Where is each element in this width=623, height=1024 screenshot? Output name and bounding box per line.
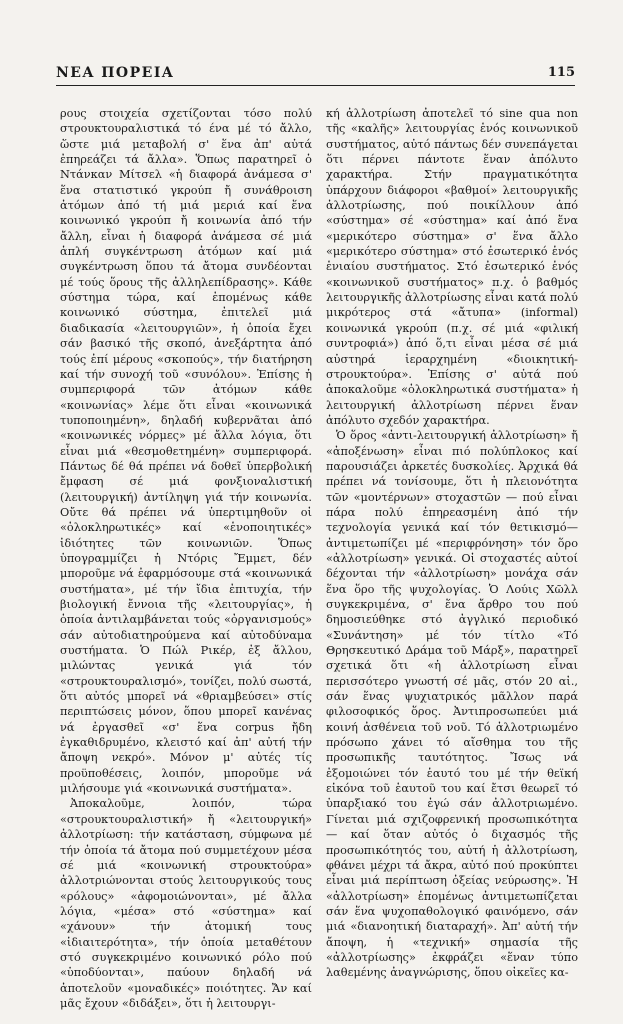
left-column: [60, 106, 312, 1011]
running-header: [56, 63, 575, 86]
journal-title: ΝΕΑ ΠΟΡΕΙΑ: [56, 65, 175, 81]
page-number: 115: [547, 65, 575, 80]
right-paragraph-2: Ὁ ὅρος «ἀντι-λειτουργική ἀλλοτρίωση» ἤ «ἀποξένωση» εἶναι πιό πολύπλοκος καί παρουσιάζει ἀρκετές δυσκολίες. Ἀρχικά θά πρέπει νά τονίσουμε, ὅτι ἡ πλειονότητα τῶν «μοντέρνων» στοχαστῶν — πού εἶναι πάρα πολύ ἐπηρεασμένη ἀπό τήν τεχνολογία γενικά καί τόν θετικισμό—ἀντιμετωπίζει μέ «περιφρόνηση» τόν ὅρο «ἀλλοτρίωση» γενικά. Οἱ στοχαστές αὐτοί δέχονται τήν «ἀλλοτρίωση» μονάχα σάν ἕνα ὅρο τῆς ψυχολογίας. Ὁ Λούις Χῶλλ συγκεκριμένα, σ' ἕνα ἄρθρο του πού δημοσιεύθηκε στό ἀγγλικό περιοδικό «Συνάντηση» μέ τόν τίτλο «Τό Θρησκευτικό Δράμα τοῦ Μάρξ», παρατηρεῖ σχετικά ὅτι «ἡ ἀλλοτρίωση εἶναι περισσότερο γνωστή σέ μᾶς, στόν 20 αἰ., σάν ἕνας ψυχιατρικός μᾶλλον παρά φιλοσοφικός ὅρος. Ἀντιπροσωπεύει μιά κοινή ἀσθένεια τοῦ νοῦ. Τό ἀλλοτριωμένο πρόσωπο χάνει τό αἴσθημα του τῆς προσωπικῆς ταυτότητος. Ἴσως νά ἐξομοιώνει τόν ἑαυτό του μέ τήν θεϊκή εἰκόνα τοῦ ἑαυτοῦ του καί ἔτσι θεωρεῖ τό ὑπαρξιακό του ἐγώ σάν ἀλλοτριωμένο. Γίνεται μιά σχιζοφρενική προσωπικότητα — καί ὅταν αὐτός ὁ διχασμός τῆς προσωπικότητός του, αὐτή ἡ ἀλλοτρίωση, φθάνει μέχρι τά ἄκρα, αὐτό πού προκύπτει εἶναι μιά περίπτωση ὀξείας νεύρωσης». Ἡ «ἀλλοτρίωση» ἑπομένως ἀντιμετωπίζεται σάν ἕνα ψυχοπαθολογικό φαινόμενο, σάν μιά «διανοητική διαταραχή». Ἀπ' αὐτή τήν ἄποψη, ἡ «τεχνική» σημασία τῆς «ἀλλοτρίωσης» ἐκφράζει «ἕναν τύπο λαθεμένης ἀναγνώρισης, ὅπου οἰκεῖες κα-: [326, 429, 578, 980]
right-column: [326, 106, 578, 981]
left-paragraph-2: Ἀποκαλοῦμε, λοιπόν, τώρα «στρουκτουραλιστική» ἤ «λειτουργική» ἀλλοτρίωση: τήν κατάσταση, σύμφωνα μέ τήν ὁποία τά ἄτομα πού συμμετέχουν μέσα σέ μιά «κοινωνική στρουκτούρα» ἀλλοτριώνονται στούς λειτουργικούς τους «ρόλους» «ἀφομοιώνονται», μέ ἄλλα λόγια, «μέσα» στό «σύστημα» καί «χάνουν» τήν ἀτομική τους «ἰδιαιτερότητα», τήν ὁποία μεταθέτουν στό συγκεκριμένο κοινωνικό ρόλο πού «ὑποδύονται», παύουν δηλαδή νά ἀποτελοῦν «μοναδικές» ποιότητες. Ἄν καί μᾶς ἔχουν «διδάξει», ὅτι ἡ λειτουργι-: [60, 797, 312, 1010]
left-paragraph-1: ρους στοιχεία σχετίζονται τόσο πολύ στρουκτουραλιστικά τό ένα μέ τό ἄλλο, ὥστε μιά μεταβολή σ' ἕνα ἀπ' αὐτά ἐπηρεάζει τά ἄλλα». Ὅπως παρατηρεῖ ὁ Ντάνκαν Μίτσελ «ἡ διαφορά ἀνάμεσα σ' ἕνα στατιστικό γκρούπ ἤ συνάθροιση ἀτόμων ἀπό τή μιά μεριά καί ἕνα κοινωνικό γκρούπ ἤ κοινωνία ἀπό τήν ἄλλη, εἶναι ἡ διαφορά ἀνάμεσα σέ μιά ἁπλή συγκέντρωση ἀτόμων καί μιά συγκέντρωση ὅπου τά ἄτομα συνδέονται μέ τούς ὅρους τῆς ἀλληλεπίδρασης». Κάθε σύστημα τώρα, καί ἑπομένως κάθε κοινωνικό σύστημα, ἐπιτελεῖ μιά διαδικασία «λειτουργιῶν», ἡ ὁποία ἔχει σάν βασικό τῆς σκοπό, ἀνεξάρτητα ἀπό τούς ἐπί μέρους «σκοπούς», τήν διατήρηση καί τήν συνοχή τοῦ «συνόλου». Ἐπίσης ἡ συμπεριφορά τῶν ἀτόμων κάθε «κοινωνίας» λέμε ὅτι εἶναι «κοινωνικά τυποποιημένη», δηλαδή κυβερνᾶται ἀπό «κοινωνικές νόρμες» μέ ἄλλα λόγια, ὅτι εἶναι μιά «θεσμοθετημένη» συμπεριφορά. Πάντως δέ θά πρέπει νά δοθεῖ ὑπερβολική ἔμφαση σέ μιά φονξιοναλιστική (λειτουργική) ἀντίληψη γιά τήν κοινωνία. Οὔτε θά πρέπει νά ὑπερτιμηθοῦν οἱ «ὁλοκληρωτικές» καί «ἑνοποιητικές» ἰδιότητες τῶν κοινωνιῶν. Ὅπως ὑπογραμμίζει ἡ Ντόρις Ἔμμετ, δέν μποροῦμε νά ἐφαρμόσουμε στά «κοινωνικά συστήματα», μέ τήν ἴδια ἐπιτυχία, τήν βιολογική ἔννοια τῆς «λειτουργίας», ἡ ὁποία ἀντιλαμβάνεται τούς «ὀργανισμούς» σάν αὐτοδιατηρούμενα καί αὐτοδύναμα συστήματα. Ὁ Πώλ Ρικέρ, ἐξ ἄλλου, μιλώντας γενικά γιά τόν «στρουκτουραλισμό», τονίζει, πολύ σωστά, ὅτι αὐτός μπορεῖ νά «θριαμβεύσει» στίς περιπτώσεις μόνον, ὅπου μπορεῖ κανένας νά ἐργασθεῖ «σ' ἕνα corpus ἤδη ἐγκαθιδρυμένο, κλειστό καί ἀπ' αὐτή τήν ἄποψη νεκρό». Μόνον μ' αὐτές τίς προϋποθέσεις, λοιπόν, μποροῦμε νά μιλήσουμε γιά «κοινωνικά συστήματα».: [60, 107, 312, 796]
right-paragraph-1: κή ἀλλοτρίωση ἀποτελεῖ τό sine qua non τῆς «καλῆς» λειτουργίας ἑνός κοινωνικοῦ συστήματος, αὐτό πάντως δέν συνεπάγεται ὅτι πέρνει πάντοτε ἕναν ἀπόλυτο χαρακτήρα. Στήν πραγματικότητα ὑπάρχουν διάφοροι «βαθμοί» λειτουργικῆς ἀλλοτρίωσης, πού ποικίλλουν ἀπό «σύστημα» σέ «σύστημα» καί ἀπό ἕνα «μερικότερο σύστημα» σ' ἕνα ἄλλο «μερικότερο σύστημα» στό ἐσωτερικό ἑνός ἑνιαίου συστήματος. Στό ἐσωτερικό ἑνός «κοινωνικοῦ συστήματος» π.χ. ὁ βαθμός λειτουργικῆς ἀλλοτρίωσης εἶναι κατά πολύ μικρότερος στά «ἄτυπα» (informal) κοινωνικά γκρούπ (π.χ. σέ μιά «φιλική συντροφιά») ἀπό ὅ,τι εἶναι μέσα σέ μιά αὐστηρά ἱεραρχημένη «διοικητική-στρουκτούρα». Ἐπίσης σ' αὐτά πού ἀποκαλοῦμε «ὁλοκληρωτικά συστήματα» ἡ λειτουργική ἀλλοτρίωση πέρνει ἕναν ἀπόλυτο σχεδόν χαρακτήρα.: [326, 107, 578, 427]
